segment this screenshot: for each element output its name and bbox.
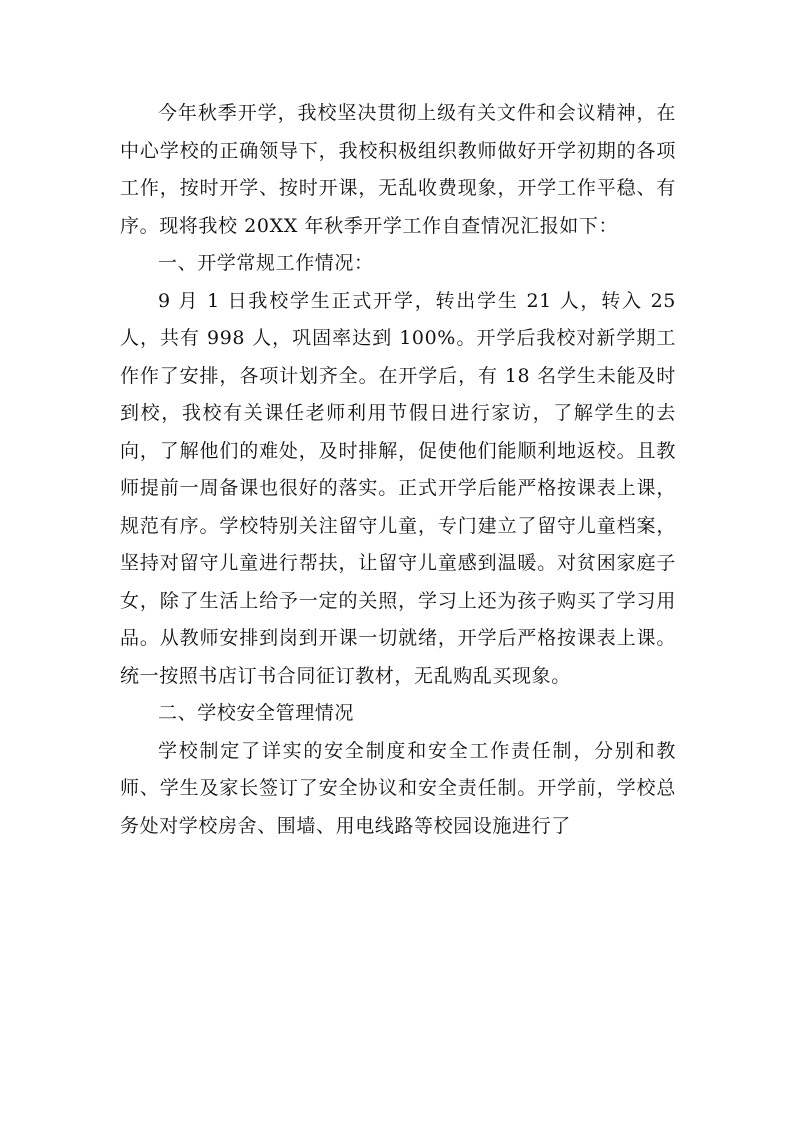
- section-1-paragraph: 9 月 1 日我校学生正式开学，转出学生 21 人，转入 25 人，共有 998 人，巩固率达到 100%。开学后我校对新学期工作作了安排，各项计划齐全。在开学后，有 18 名学生未能及时到校，我校有关课任老师利用节假日进行家访，了解学生的去向，了解他们的难处，及时排解，促使他们能顺利地返校。且教师提前一周备课也很好的落实。正式开学后能严格按课表上课，规范有序。学校特别关注留守儿童，专门建立了留守儿童档案，坚持对留守儿童进行帮扶，让留守儿童感到温暖。对贫困家庭子女，除了生活上给予一定的关照，学习上还为孩子购买了学习用品。从教师安排到岗到开课一切就绪，开学后严格按课表上课。统一按照书店订书合同征订教材，无乱购乱买现象。: [120, 289, 676, 687]
- section-2-paragraph: 学校制定了详实的安全制度和安全工作责任制，分别和教师、学生及家长签订了安全协议和安全责任制。开学前，学校总务处对学校房舍、围墙、用电线路等校园设施进行了: [120, 739, 676, 837]
- intro-paragraph: 今年秋季开学，我校坚决贯彻上级有关文件和会议精神，在中心学校的正确领导下，我校积极组织教师做好开学初期的各项工作，按时开学、按时开课，无乱收费现象，开学工作平稳、有序。现将我校 20XX 年秋季开学工作自查情况汇报如下：: [120, 102, 676, 237]
- section-heading-1: 一、开学常规工作情况：: [158, 252, 374, 274]
- section-heading-2: 二、学校安全管理情况: [158, 702, 355, 724]
- document-page: [120, 95, 676, 845]
